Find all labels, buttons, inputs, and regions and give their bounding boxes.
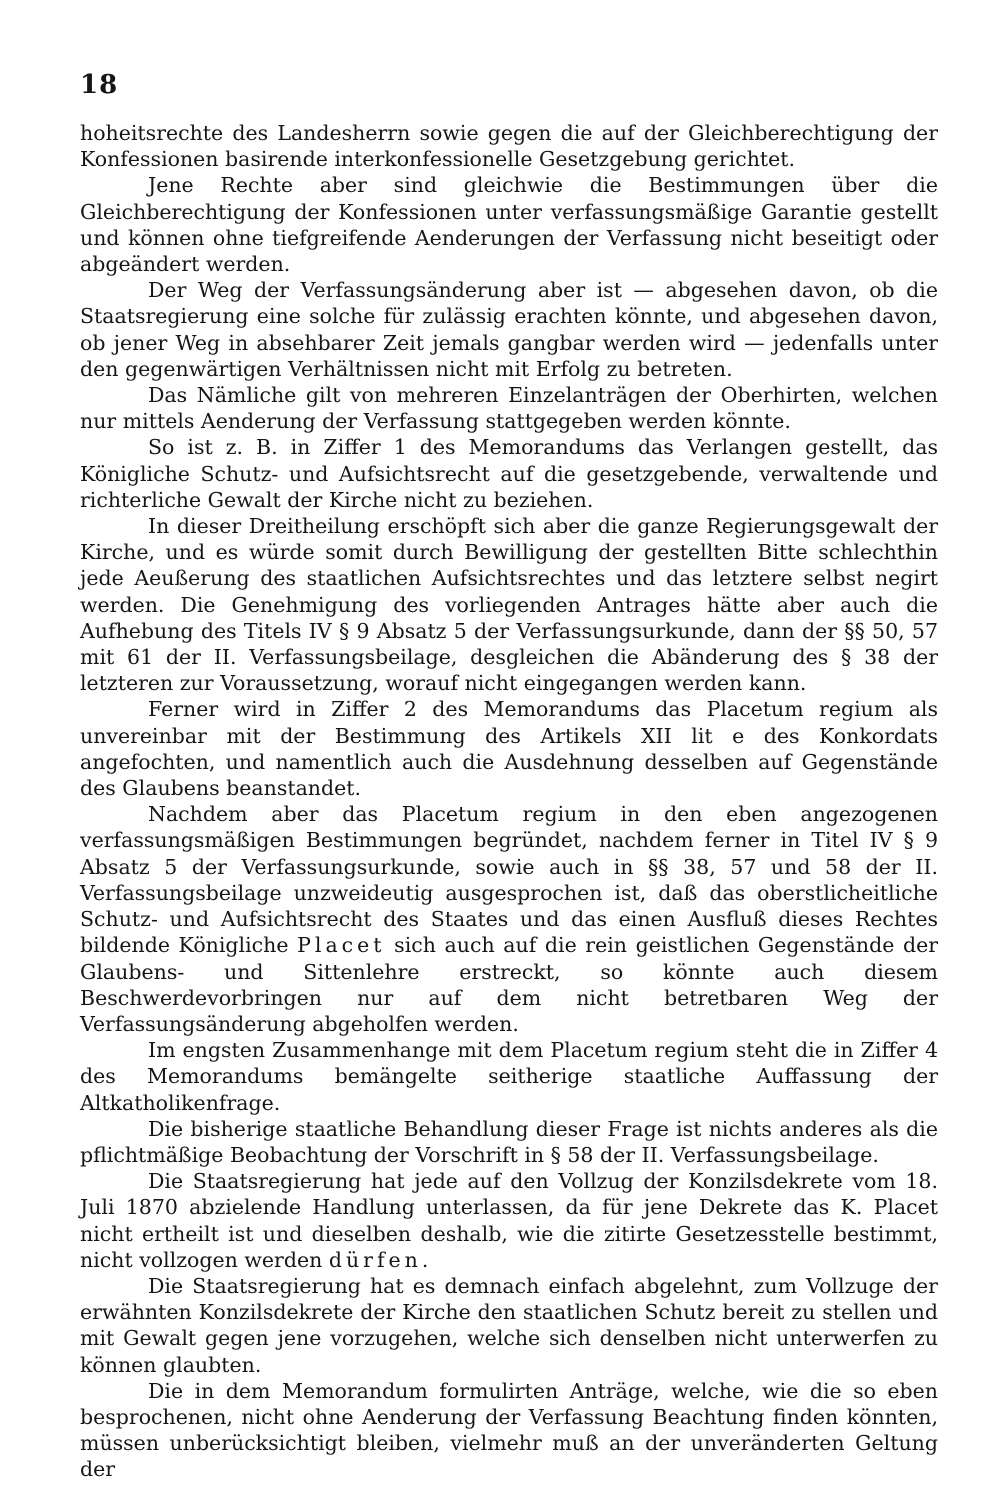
emphasized-word: dürfen. [328,1247,433,1272]
paragraph-text: Die Staatsregierung hat jede auf den Vollzug der Konzilsdekrete vom 18. Juli 1870 abzielende Handlung unterlassen, da für jene Dekrete das K. Placet nicht ertheilt ist und dieselben deshalb, wie die zitirte Gesetzesstelle bestimmt, nicht vollzogen werden [80,1169,938,1272]
paragraph-text: sich auch auf die rein geistlichen Gegenstände der Glaubens- und Sittenlehre erstreckt, so könnte auch diesem Beschwerdevorbringen nur auf dem nicht betretbaren Weg der Verfassungsänderung abgeholfen werden. [80,933,938,1036]
paragraph: Ferner wird in Ziffer 2 des Memorandums das Placetum regium als unvereinbar mit der Bestimmung des Artikels XII lit e des Konkordats angefochten, und namentlich auch die Ausdehnung desselben auf Gegenstände des Glaubens beanstandet. [80,697,938,801]
paragraph: hoheitsrechte des Landesherrn sowie gegen die auf der Gleichberechtigung der Konfessionen basirende interkonfessionelle Gesetzgebung gerichtet. [80,121,938,172]
paragraph: Die in dem Memorandum formulirten Anträge, welche, wie die so eben besprochenen, nicht ohne Aenderung der Verfassung Beachtung finden könnten, müssen unberücksichtigt bleiben, vielmehr muß an der unveränderten Geltung der [80,1378,938,1482]
paragraph: In dieser Dreitheilung erschöpft sich aber die ganze Regierungsgewalt der Kirche, und es würde somit durch Bewilligung der gestellten Bitte schlechthin jede Aeußerung des staatlichen Aufsichtsrechtes und das letztere selbst negirt werden. Die Genehmigung des vorliegenden Antrages hätte aber auch die Aufhebung des Titels IV § 9 Absatz 5 der Verfassungsurkunde, dann der §§ 50, 57 mit 61 der II. Verfassungsbeilage, desgleichen die Abänderung des § 38 der letzteren zur Voraussetzung, worauf nicht eingegangen werden kann. [80,514,938,696]
emphasized-word: Placet [297,933,386,958]
body-text [80,120,938,1483]
paragraph: Das Nämliche gilt von mehreren Einzelanträgen der Oberhirten, welchen nur mittels Aenderung der Verfassung stattgegeben werden könnte. [80,383,938,434]
paragraph: Im engsten Zusammenhange mit dem Placetum regium steht die in Ziffer 4 des Memorandums bemängelte seitherige staatliche Auffassung der Altkatholikenfrage. [80,1038,938,1115]
page-number: 18 [80,70,119,100]
paragraph-text: Nachdem aber das Placetum regium in den eben angezogenen verfassungsmäßigen Bestimmungen begründet, nachdem ferner in Titel IV § 9 Absatz 5 der Verfassungsurkunde, sowie auch in §§ 38, 57 und 58 der II. Verfassungsbeilage unzweideutig ausgesprochen ist, daß das oberstlicheitliche Schutz- und Aufsichtsrecht des Staates und das einen Ausfluß dieses Rechtes bildende Königliche [80,802,938,958]
paragraph: Der Weg der Verfassungsänderung aber ist — abgesehen davon, ob die Staatsregierung eine solche für zulässig erachten könnte, und abgesehen davon, ob jener Weg in absehbarer Zeit jemals gangbar werden wird — jedenfalls unter den gegenwärtigen Verhältnissen nicht mit Erfolg zu betreten. [80,278,938,381]
paragraph: Die Staatsregierung hat es demnach einfach abgelehnt, zum Vollzuge der erwähnten Konzilsdekrete der Kirche den staatlichen Schutz bereit zu stellen und mit Gewalt gegen jene vorzugehen, welche sich denselben nicht unterwerfen zu können glaubten. [80,1273,938,1377]
paragraph: Jene Rechte aber sind gleichwie die Bestimmungen über die Gleichberechtigung der Konfessionen unter verfassungsmäßige Garantie gestellt und können ohne tiefgreifende Aenderungen der Verfassung nicht beseitigt oder abgeändert werden. [80,173,938,277]
paragraph: Die bisherige staatliche Behandlung dieser Frage ist nichts anderes als die pflichtmäßige Beobachtung der Vorschrift in § 58 der II. Verfassungsbeilage. [80,1116,938,1167]
paragraph [80,1168,938,1273]
paragraph [80,801,938,1037]
paragraph: So ist z. B. in Ziffer 1 des Memorandums das Verlangen gestellt, das Königliche Schutz- und Aufsichtsrecht auf die gesetzgebende, verwaltende und richterliche Gewalt der Kirche nicht zu beziehen. [80,435,938,512]
